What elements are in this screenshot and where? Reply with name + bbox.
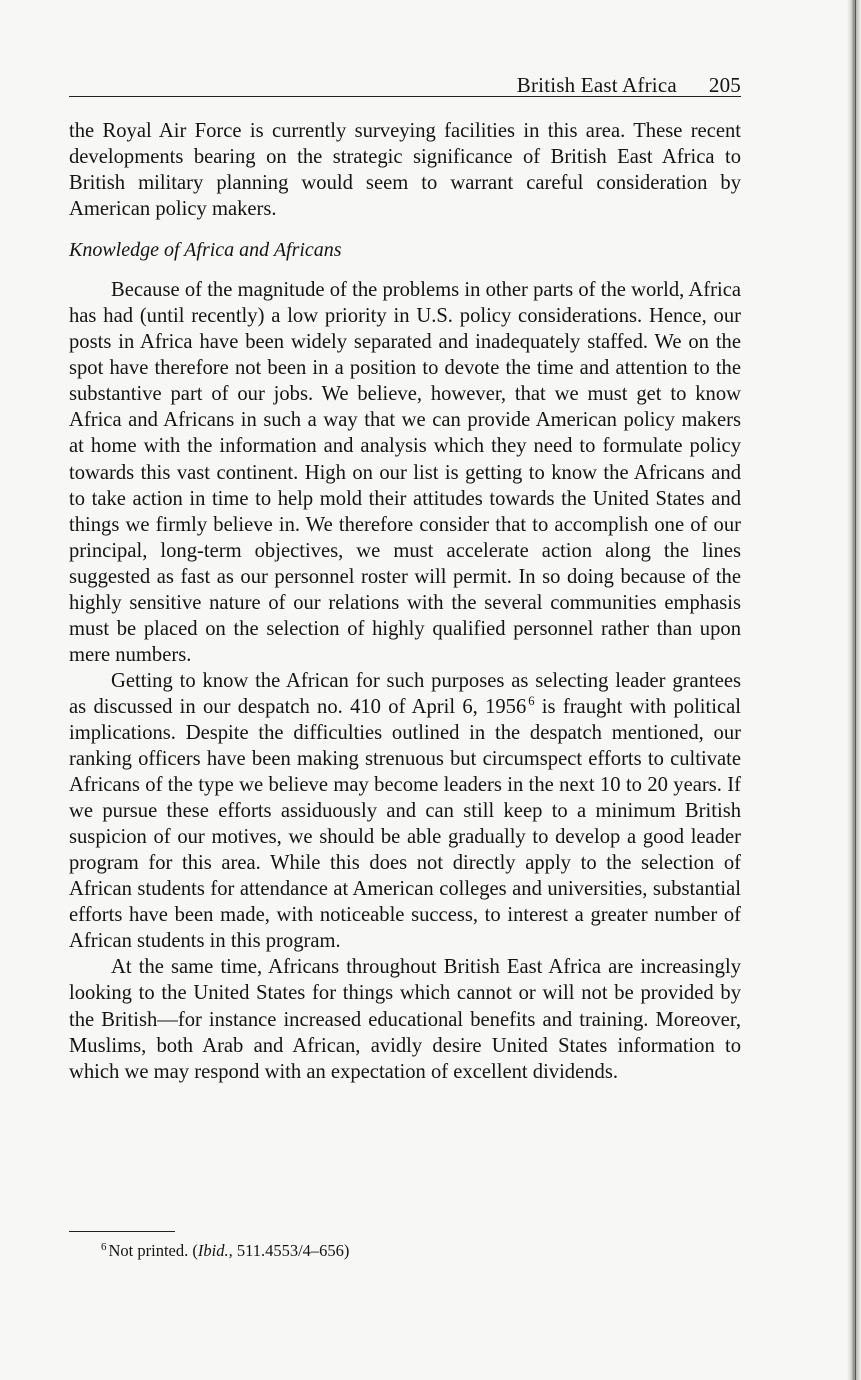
- running-header: [69, 72, 741, 97]
- paragraph-leader-grantees: [69, 668, 741, 955]
- footnote: [101, 1241, 349, 1261]
- footnote-ibid: Ibid.,: [197, 1241, 233, 1260]
- footnote-text-start: Not printed. (: [108, 1241, 198, 1260]
- page-edge-line: [855, 0, 856, 1380]
- section-heading: Knowledge of Africa and Africans: [69, 239, 342, 262]
- body-text: [69, 118, 741, 1085]
- page-edge-shadow: [847, 0, 861, 1380]
- paragraph-continuation: the Royal Air Force is currently surveying facilities in this area. These recent developments bearing on the strategic significance of British East Africa to British military planning would seem to warrant careful consideration by American policy makers.: [69, 120, 741, 221]
- page-number: 205: [708, 73, 741, 97]
- paragraph-leader-grantees-part1: Getting to know the African for such purposes as selecting leader grantees as discussed in our despatch no. 410 of April 6, 1956: [69, 669, 741, 718]
- footnote-reference-marker: 6: [528, 694, 535, 709]
- paragraph-us-information: At the same time, Africans throughout British East Africa are increasingly looking to the United States for things which cannot or will not be provided by the British—for instance increased educational benefits and training. Moreover, Muslims, both Arab and African, avidly desire United States information to which we may respond with an expectation of excellent dividends.: [69, 956, 741, 1083]
- running-head-title: British East Africa: [516, 73, 677, 97]
- footnote-text-end: 511.4553/4–656): [232, 1241, 350, 1260]
- footnote-number: 6: [101, 1240, 107, 1253]
- paragraph-knowledge-priority: Because of the magnitude of the problems in other parts of the world, Africa has had (until recently) a low priority in U.S. policy considerations. Hence, our posts in Africa have been widely separated and inadequately staffed. We on the spot have therefore not been in a position to devote the time and attention to the substantive part of our jobs. We believe, however, that we must get to know Africa and Africans in such a way that we can provide American policy makers at home with the information and analysis which they need to formulate policy towards this vast continent. High on our list is getting to know the Africans and to take action in time to help mold their attitudes towards the United States and things we firmly believe in. We therefore consider that to accomplish one of our principal, long-term objectives, we must accelerate action along the lines suggested as fast as our personnel roster will permit. In so doing because of the highly sensitive nature of our relations with the several communities emphasis must be placed on the selection of highly qualified personnel rather than upon mere numbers.: [69, 279, 741, 666]
- footnote-divider: [69, 1231, 175, 1232]
- paragraph-leader-grantees-part2: is fraught with political implications. Despite the difficulties outlined in the despatch mentioned, our ranking officers have been making strenuous but circumspect efforts to cultivate Africans of the type we believe may become leaders in the next 10 to 20 years. If we pursue these efforts assiduously and can still keep to a minimum British suspicion of our motives, we should be able gradually to develop a good leader program for this area. While this does not directly apply to the selection of African students for attendance at American colleges and universities, substantial efforts have been made, with noticeable success, to interest a greater number of African students in this program.: [69, 695, 741, 953]
